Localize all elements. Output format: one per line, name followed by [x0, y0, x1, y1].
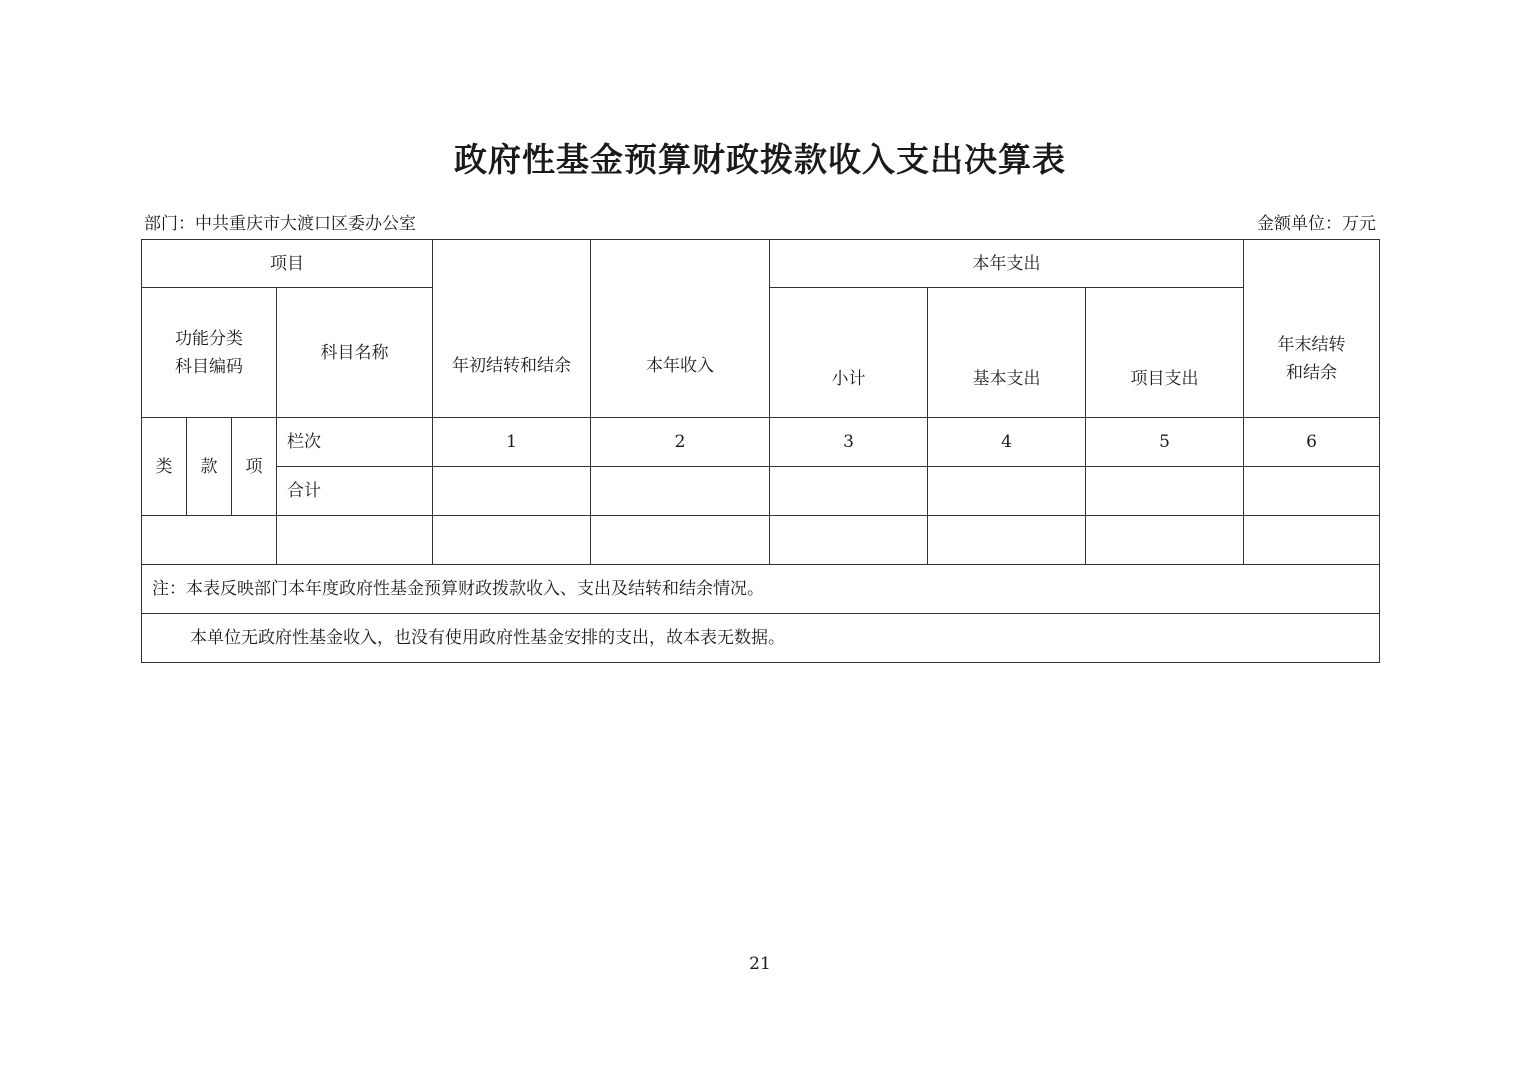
header-opening-balance	[433, 240, 591, 418]
column-number-row	[142, 418, 1380, 467]
table-cell	[928, 516, 1086, 565]
table-cell	[591, 467, 770, 516]
header-item: 项目	[142, 240, 433, 288]
table-cell	[1086, 516, 1244, 565]
total-label: 合计	[277, 467, 433, 516]
budget-table	[141, 239, 1380, 663]
column-number: 6	[1244, 418, 1380, 467]
header-section: 款	[187, 418, 232, 516]
column-number: 2	[591, 418, 770, 467]
table-cell	[277, 516, 433, 565]
column-number: 5	[1086, 418, 1244, 467]
row-column-label: 栏次	[277, 418, 433, 467]
table-cell	[433, 516, 591, 565]
header-closing-balance-text: 年末结转 和结余	[1277, 334, 1346, 383]
note-row-1	[142, 565, 1380, 614]
column-number: 3	[770, 418, 928, 467]
table-cell	[1244, 516, 1380, 565]
header-row-1	[142, 240, 1380, 288]
header-current-income-text: 本年收入	[646, 355, 714, 376]
header-subtotal-text: 小计	[831, 368, 866, 389]
header-subtotal	[770, 288, 928, 418]
amount-unit-label: 金额单位：万元	[1257, 214, 1376, 234]
page-number: 21	[749, 954, 771, 974]
table-cell	[770, 467, 928, 516]
table-cell	[1244, 467, 1380, 516]
column-number: 4	[928, 418, 1086, 467]
table-cell	[770, 516, 928, 565]
column-number: 1	[433, 418, 591, 467]
header-opening-balance-text: 年初结转和结余	[452, 355, 571, 376]
header-closing-balance	[1244, 240, 1380, 418]
header-subject-name: 科目名称	[277, 288, 433, 418]
header-basic-expense-text: 基本支出	[972, 368, 1041, 389]
header-project-expense	[1086, 288, 1244, 418]
table-cell	[1086, 467, 1244, 516]
department-label: 部门：中共重庆市大渡口区委办公室	[144, 214, 416, 234]
header-item-sub: 项	[232, 418, 277, 516]
table-note-no-data: 本单位无政府性基金收入，也没有使用政府性基金安排的支出，故本表无数据。	[142, 614, 1380, 663]
header-func-code: 功能分类 科目编码	[142, 288, 277, 418]
table-note: 注：本表反映部门本年度政府性基金预算财政拨款收入、支出及结转和结余情况。	[142, 565, 1380, 614]
total-row	[142, 467, 1380, 516]
empty-row	[142, 516, 1380, 565]
header-class: 类	[142, 418, 187, 516]
header-basic-expense	[928, 288, 1086, 418]
note-row-2	[142, 614, 1380, 663]
page-title: 政府性基金预算财政拨款收入支出决算表	[454, 140, 1066, 179]
table-cell	[433, 467, 591, 516]
table-cell	[928, 467, 1086, 516]
header-project-expense-text: 项目支出	[1130, 368, 1199, 389]
header-current-income	[591, 240, 770, 418]
header-current-expense: 本年支出	[770, 240, 1244, 288]
table-cell	[591, 516, 770, 565]
table-cell	[142, 516, 277, 565]
